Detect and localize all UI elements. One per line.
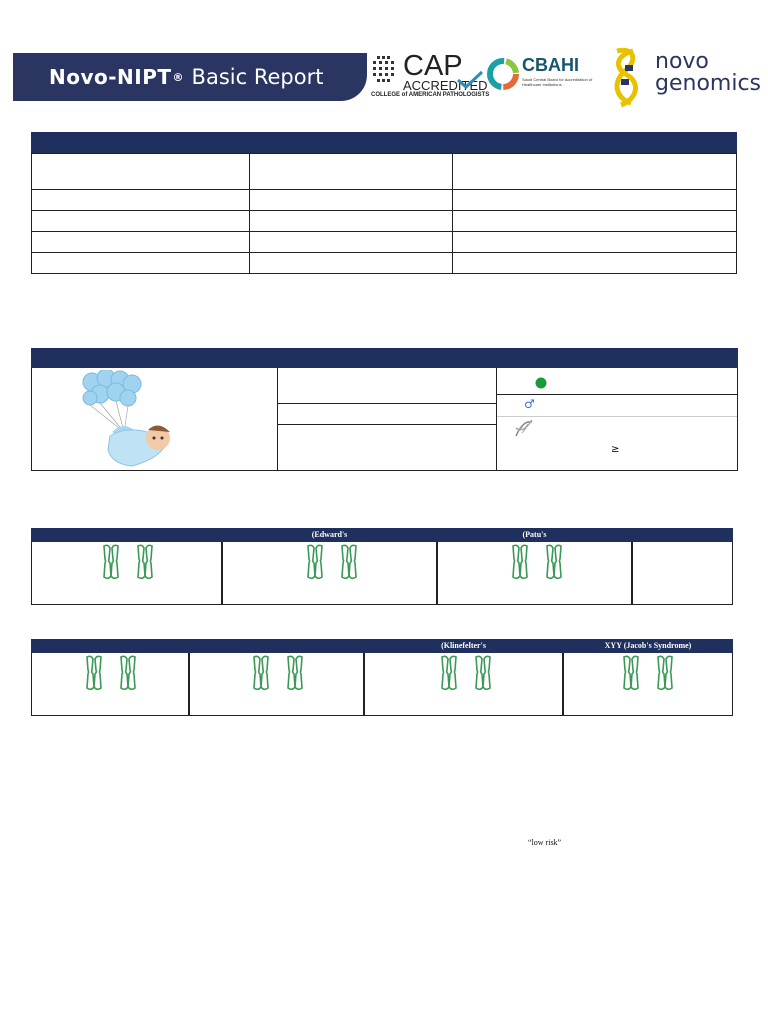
status-dot-icon [535,377,547,389]
chromosome-pair-icon [306,544,360,582]
dna-logo-icon [603,45,653,109]
result-status-cell [496,368,738,395]
patient-info-header [31,132,737,153]
sca-header-1 [189,639,364,653]
table-cell [453,232,737,253]
table-cell [32,154,250,190]
novo-genomics-logo [603,45,762,110]
table-row [32,211,737,232]
trisomy-header-2: (Patu's [437,528,632,542]
brand-name: Novo-NIPT [49,65,172,89]
sca-header-0 [31,639,189,653]
baby-image-cell [31,368,278,471]
sca-cell-3 [563,653,733,716]
sca-cell-2 [364,653,563,716]
chromosome-pair-icon [440,655,494,693]
table-cell [453,190,737,211]
genomics-word: genomics [655,71,762,96]
novo-word: novo [655,49,709,74]
table-cell [453,154,737,190]
trisomy-cell-0 [31,542,222,605]
sca-cell-1 [189,653,364,716]
checkmark-icon [455,70,485,90]
table-row [32,190,737,211]
sca-header-3: XYY (Jacob's Syndrome) [563,639,733,653]
male-icon: ♂ [524,397,535,411]
trisomy-header-1: (Edward's [222,528,437,542]
report-title-banner [13,53,367,101]
cap-college: COLLEGE of AMERICAN PATHOLOGISTS [371,92,490,98]
result-ff-cell [496,416,738,471]
chromosome-pair-icon [102,544,156,582]
cbahi-name: CBAHI [522,55,579,75]
chromosome-pair-icon [511,544,565,582]
chromosome-pair-icon [622,655,676,693]
table-cell [32,190,250,211]
table-cell [32,253,250,274]
cap-accredited: ACCREDITED [403,78,488,93]
trisomy-cell-2 [437,542,632,605]
low-risk-quote: “low risk” [528,838,562,847]
table-cell [453,211,737,232]
trisomy-cell-1 [222,542,437,605]
table-row [32,232,737,253]
table-cell [250,232,453,253]
sca-cell-0 [31,653,189,716]
table-cell [250,253,453,274]
table-cell [250,211,453,232]
registered-mark: ® [172,70,184,84]
sca-header-2: (Klinefelter's [364,639,563,653]
cbahi-logo [486,55,598,95]
table-cell [32,232,250,253]
table-cell [32,211,250,232]
cap-dots-icon [371,52,401,92]
trisomy-header-3 [632,528,733,542]
table-cell [250,154,453,190]
trisomy-header-0 [31,528,222,542]
cap-title: CAP [403,50,463,82]
table-row [32,154,737,190]
greater-equal-symbol: ≥ [611,444,620,455]
table-cell [250,190,453,211]
result-cell-1 [277,368,497,404]
chromosome-pair-icon [85,655,139,693]
dna-helix-icon [513,418,535,438]
table-cell [453,253,737,274]
cbahi-ring-icon [486,57,520,91]
result-gender-cell [496,394,738,417]
table-row [32,253,737,274]
result-header [31,348,738,368]
report-type: Basic Report [191,65,324,89]
result-cell-2 [277,403,497,425]
chromosome-pair-icon [252,655,306,693]
cap-logo [371,50,490,100]
trisomy-cell-3 [632,542,733,605]
cbahi-subtitle: Saudi Central Board for Accreditation of Healthcare Institutions [522,77,593,87]
patient-info-table [31,153,737,274]
baby-balloons-illustration [72,370,182,470]
status-dot [536,378,547,389]
result-cell-3 [277,424,497,471]
